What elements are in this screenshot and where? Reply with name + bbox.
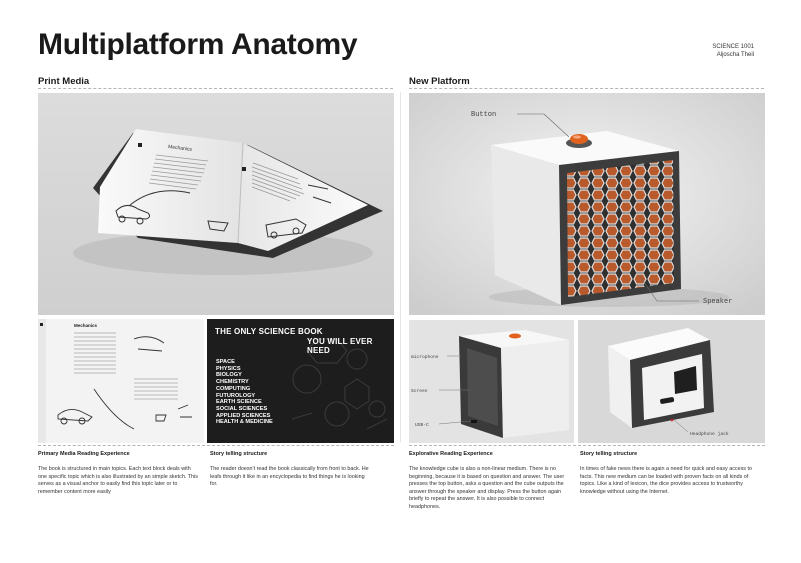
book-page-closeup-image	[38, 319, 204, 443]
cover-title-line2: YOU WILL EVER NEED	[307, 337, 373, 355]
cover-topic: EARTH SCIENCE	[216, 399, 262, 406]
book-cover-image	[207, 319, 394, 443]
usbc-callout: USB-C	[415, 423, 429, 428]
caption-body: In times of fake news there is again a need for quick and easy access to facts. This new medium can be loaded with proven facts on all kinds of topics. Like a kind of lexicon, the dice provides access to trustworthy knowledge without using the Internet.	[580, 466, 752, 495]
course-code: SCIENCE 1001	[712, 44, 754, 50]
caption-title: Story telling structure	[580, 451, 638, 457]
book-page-heading: Mechanics	[167, 144, 193, 153]
cover-topic-list	[216, 359, 273, 426]
section-print-media: Print Media	[38, 76, 90, 87]
headphone-jack-callout: Headphone jack	[690, 432, 729, 437]
cover-topic: SOCIAL SCIENCES	[216, 405, 268, 412]
cover-topic: CHEMISTRY	[216, 379, 249, 386]
cover-topic: SPACE	[216, 359, 235, 365]
page-meta	[712, 44, 754, 59]
speaker-callout: Speaker	[703, 298, 733, 306]
caption-title: Primary Media Reading Experience	[38, 451, 130, 457]
microphone-callout: microphone	[411, 355, 439, 360]
caption-title: Story telling structure	[210, 451, 268, 457]
button-callout: Button	[471, 111, 497, 119]
caption-body: The book is structured in main topics. Each text block deals with one specific topic which is also illustrated by an simple sketch. This serves as a visual anchor to easily find this topic later or to remember content more easily	[38, 466, 198, 495]
cover-topic: APPLIED SCIENCES	[216, 412, 271, 419]
cube-side-view-image	[409, 320, 574, 443]
author-name: Aljoscha Theil	[716, 51, 754, 58]
section-new-platform: New Platform	[409, 76, 470, 87]
cube-rear-view-image	[578, 320, 765, 443]
section-divider	[409, 88, 764, 89]
cover-topic: COMPUTING	[216, 385, 251, 392]
cover-topic: PHYSICS	[216, 365, 241, 372]
caption-title: Explorative Reading Experience	[409, 451, 493, 457]
page-title: Multiplatform Anatomy	[38, 28, 358, 61]
caption-body: The reader doesn't read the book classically from front to back. He leafs through it like in an encyclopedia to find things he is looking for.	[210, 466, 369, 488]
screen-callout: Screen	[411, 389, 428, 394]
knowledge-cube-image	[409, 93, 765, 315]
book-closeup-heading: Mechanics	[74, 323, 98, 328]
caption-body: The knowledge cube is also a non-linear medium. There is no beginning, because it is based on question and answer. The user presses the top button, asks a question and the cube outputs the answer through the speaker and display. Press the button again briefly to repeat the answer. It is also possible to connect headphones.	[409, 466, 565, 510]
cover-topic: BIOLOGY	[216, 372, 242, 379]
cover-topic: HEALTH & MEDICINE	[216, 419, 273, 426]
caption-divider	[409, 445, 765, 446]
column-divider	[400, 92, 401, 442]
section-divider	[38, 88, 393, 89]
open-book-image	[38, 93, 394, 315]
cover-title-line1: THE ONLY SCIENCE BOOK	[215, 327, 323, 336]
caption-divider	[38, 445, 394, 446]
cover-topic: FUTUROLOGY	[216, 392, 256, 399]
